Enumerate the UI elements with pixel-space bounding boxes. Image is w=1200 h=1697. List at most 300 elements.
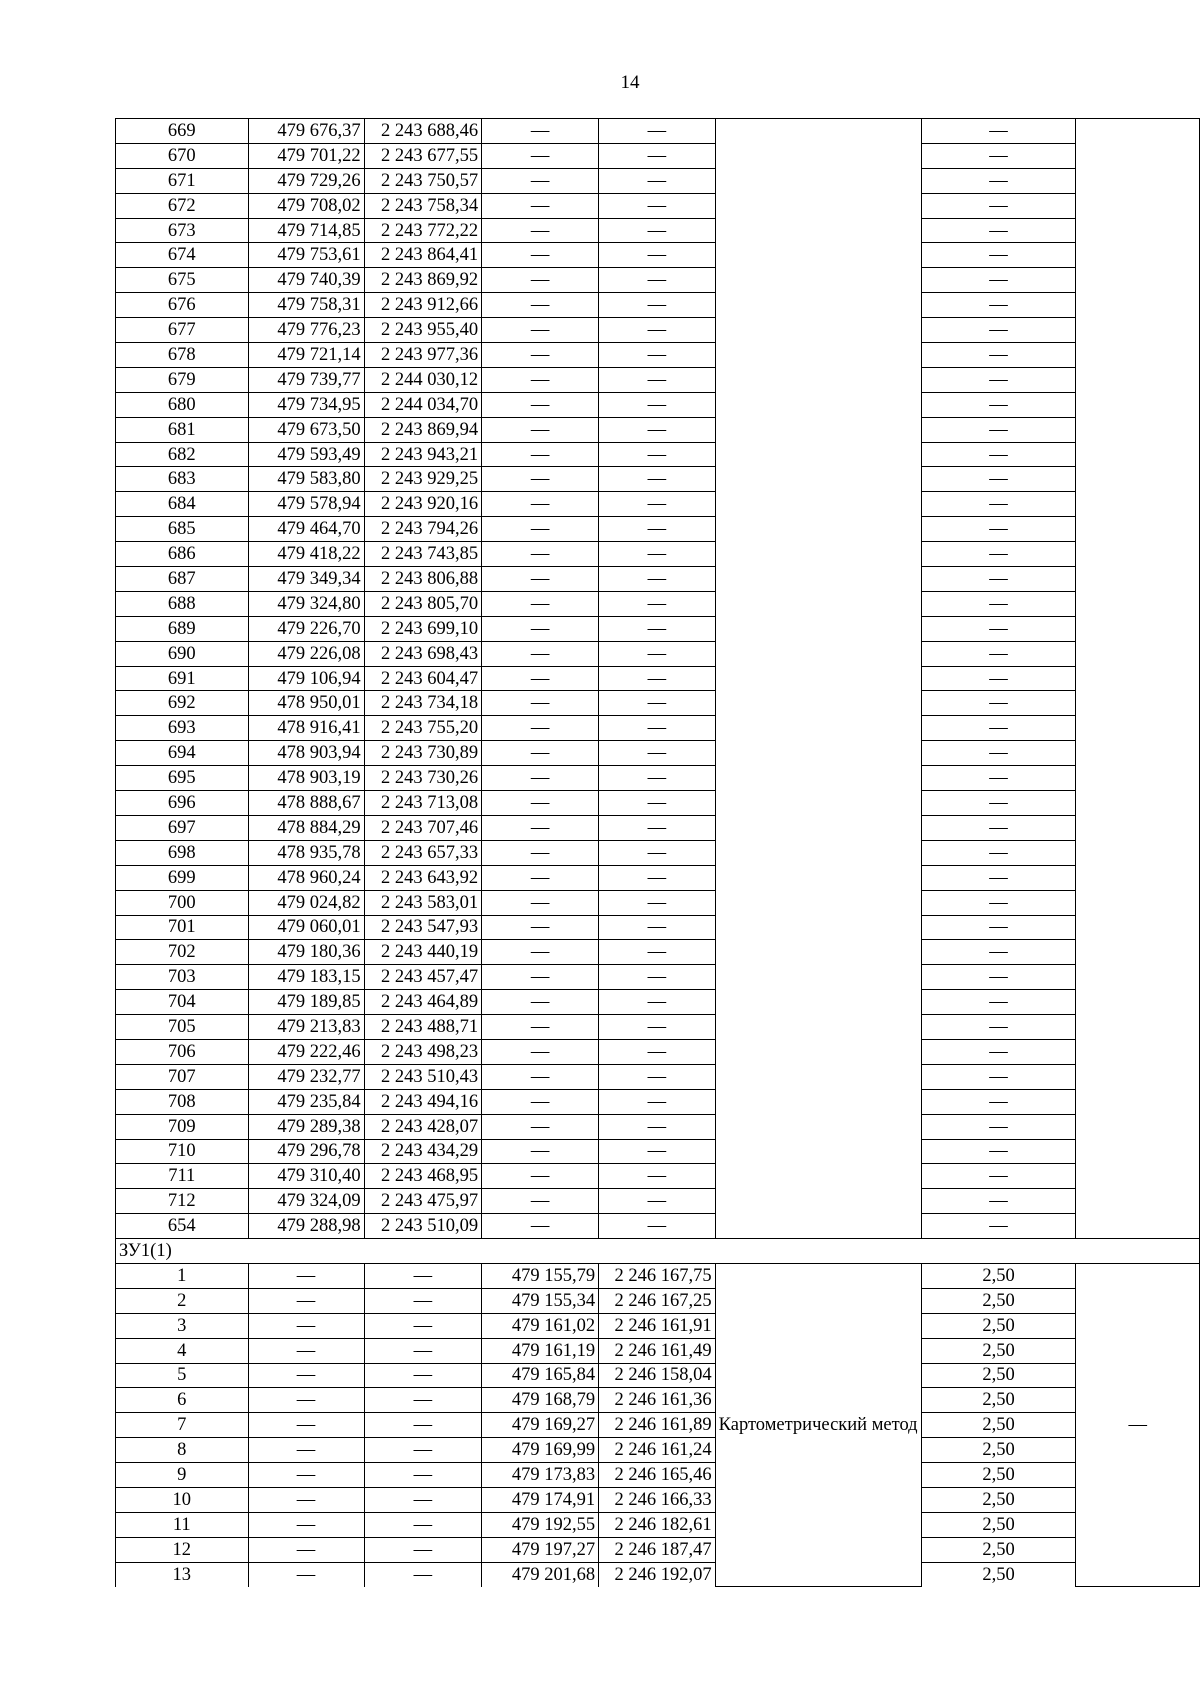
existing-y: 2 243 468,95 xyxy=(364,1164,482,1189)
new-y-dash: — xyxy=(599,691,716,716)
new-x-dash: — xyxy=(482,965,599,990)
table-row xyxy=(116,1388,1200,1413)
new-y-dash: — xyxy=(599,193,716,218)
new-y: 2 246 161,91 xyxy=(599,1313,716,1338)
new-y: 2 246 161,49 xyxy=(599,1338,716,1363)
existing-x-dash: — xyxy=(248,1313,364,1338)
existing-x-dash: — xyxy=(248,1263,364,1288)
point-number: 711 xyxy=(116,1164,249,1189)
point-number: 678 xyxy=(116,343,249,368)
new-y: 2 246 161,24 xyxy=(599,1438,716,1463)
existing-y: 2 243 510,43 xyxy=(364,1064,482,1089)
existing-x: 479 729,26 xyxy=(248,168,364,193)
table-row xyxy=(116,442,1200,467)
method-cell-empty xyxy=(715,119,921,1239)
new-y-dash: — xyxy=(599,940,716,965)
accuracy-value: 2,50 xyxy=(921,1413,1076,1438)
existing-y: 2 243 869,94 xyxy=(364,417,482,442)
new-x-dash: — xyxy=(482,119,599,144)
new-x-dash: — xyxy=(482,1164,599,1189)
existing-x-dash: — xyxy=(248,1537,364,1562)
new-x-dash: — xyxy=(482,193,599,218)
point-number: 691 xyxy=(116,666,249,691)
new-x-dash: — xyxy=(482,865,599,890)
existing-x-dash: — xyxy=(248,1438,364,1463)
new-y-dash: — xyxy=(599,293,716,318)
new-x: 479 168,79 xyxy=(482,1388,599,1413)
new-x-dash: — xyxy=(482,367,599,392)
accuracy-dash: — xyxy=(921,442,1076,467)
new-y-dash: — xyxy=(599,119,716,144)
existing-y: 2 243 677,55 xyxy=(364,143,482,168)
existing-x: 478 888,67 xyxy=(248,791,364,816)
point-number: 679 xyxy=(116,367,249,392)
table-row xyxy=(116,318,1200,343)
point-number: 671 xyxy=(116,168,249,193)
existing-y: 2 243 698,43 xyxy=(364,641,482,666)
new-x-dash: — xyxy=(482,791,599,816)
accuracy-dash: — xyxy=(921,915,1076,940)
table-row xyxy=(116,168,1200,193)
existing-x: 479 714,85 xyxy=(248,218,364,243)
existing-x-dash: — xyxy=(248,1463,364,1488)
point-number: 12 xyxy=(116,1537,249,1562)
accuracy-value: 2,50 xyxy=(921,1288,1076,1313)
existing-x-dash: — xyxy=(248,1363,364,1388)
existing-x: 478 903,19 xyxy=(248,766,364,791)
new-x: 479 192,55 xyxy=(482,1512,599,1537)
point-number: 684 xyxy=(116,492,249,517)
accuracy-dash: — xyxy=(921,965,1076,990)
accuracy-dash: — xyxy=(921,1114,1076,1139)
new-x-dash: — xyxy=(482,1114,599,1139)
point-number: 703 xyxy=(116,965,249,990)
new-x-dash: — xyxy=(482,392,599,417)
existing-y: 2 243 734,18 xyxy=(364,691,482,716)
new-y-dash: — xyxy=(599,218,716,243)
new-y-dash: — xyxy=(599,392,716,417)
existing-y: 2 243 977,36 xyxy=(364,343,482,368)
new-x: 479 155,34 xyxy=(482,1288,599,1313)
existing-y: 2 244 034,70 xyxy=(364,392,482,417)
new-x: 479 161,19 xyxy=(482,1338,599,1363)
point-number: 681 xyxy=(116,417,249,442)
table-row xyxy=(116,1413,1200,1438)
new-y-dash: — xyxy=(599,641,716,666)
accuracy-value: 2,50 xyxy=(921,1487,1076,1512)
existing-x: 479 183,15 xyxy=(248,965,364,990)
existing-x: 479 180,36 xyxy=(248,940,364,965)
point-number: 708 xyxy=(116,1089,249,1114)
existing-x-dash: — xyxy=(248,1338,364,1363)
accuracy-value: 2,50 xyxy=(921,1463,1076,1488)
existing-y-dash: — xyxy=(364,1363,482,1388)
point-number: 695 xyxy=(116,766,249,791)
new-x-dash: — xyxy=(482,318,599,343)
section-label: ЗУ1(1) xyxy=(116,1239,1200,1264)
table-row xyxy=(116,840,1200,865)
table-row xyxy=(116,766,1200,791)
accuracy-dash: — xyxy=(921,691,1076,716)
new-y: 2 246 161,36 xyxy=(599,1388,716,1413)
table-row xyxy=(116,542,1200,567)
existing-x: 478 903,94 xyxy=(248,741,364,766)
table-row xyxy=(116,517,1200,542)
point-number: 670 xyxy=(116,143,249,168)
new-y-dash: — xyxy=(599,1189,716,1214)
table-row xyxy=(116,1064,1200,1089)
existing-y-dash: — xyxy=(364,1288,482,1313)
accuracy-dash: — xyxy=(921,119,1076,144)
new-x-dash: — xyxy=(482,293,599,318)
new-x-dash: — xyxy=(482,766,599,791)
new-y-dash: — xyxy=(599,243,716,268)
accuracy-dash: — xyxy=(921,193,1076,218)
new-y-dash: — xyxy=(599,367,716,392)
point-number: 693 xyxy=(116,716,249,741)
point-number: 13 xyxy=(116,1562,249,1586)
point-number: 3 xyxy=(116,1313,249,1338)
table-row xyxy=(116,143,1200,168)
existing-y: 2 243 750,57 xyxy=(364,168,482,193)
accuracy-dash: — xyxy=(921,268,1076,293)
accuracy-dash: — xyxy=(921,542,1076,567)
existing-y: 2 243 699,10 xyxy=(364,616,482,641)
new-x-dash: — xyxy=(482,243,599,268)
existing-x: 478 960,24 xyxy=(248,865,364,890)
new-y-dash: — xyxy=(599,1015,716,1040)
new-x-dash: — xyxy=(482,940,599,965)
accuracy-dash: — xyxy=(921,616,1076,641)
new-x-dash: — xyxy=(482,1189,599,1214)
accuracy-dash: — xyxy=(921,517,1076,542)
table-row xyxy=(116,591,1200,616)
table-row xyxy=(116,367,1200,392)
table-row xyxy=(116,741,1200,766)
table-row xyxy=(116,1015,1200,1040)
description-dash: — xyxy=(1076,1263,1200,1586)
new-x-dash: — xyxy=(482,1139,599,1164)
new-y-dash: — xyxy=(599,343,716,368)
existing-y: 2 243 510,09 xyxy=(364,1214,482,1239)
new-y-dash: — xyxy=(599,168,716,193)
table-row xyxy=(116,915,1200,940)
accuracy-value: 2,50 xyxy=(921,1313,1076,1338)
accuracy-dash: — xyxy=(921,567,1076,592)
point-number: 11 xyxy=(116,1512,249,1537)
new-x: 479 155,79 xyxy=(482,1263,599,1288)
table-row xyxy=(116,1139,1200,1164)
existing-x: 479 721,14 xyxy=(248,343,364,368)
point-number: 694 xyxy=(116,741,249,766)
new-x-dash: — xyxy=(482,268,599,293)
accuracy-value: 2,50 xyxy=(921,1363,1076,1388)
existing-y: 2 243 943,21 xyxy=(364,442,482,467)
existing-y: 2 243 643,92 xyxy=(364,865,482,890)
point-number: 710 xyxy=(116,1139,249,1164)
existing-x: 479 418,22 xyxy=(248,542,364,567)
point-number: 683 xyxy=(116,467,249,492)
new-y: 2 246 182,61 xyxy=(599,1512,716,1537)
new-y-dash: — xyxy=(599,517,716,542)
existing-y: 2 243 730,89 xyxy=(364,741,482,766)
point-number: 696 xyxy=(116,791,249,816)
accuracy-dash: — xyxy=(921,293,1076,318)
existing-x: 479 189,85 xyxy=(248,990,364,1015)
accuracy-dash: — xyxy=(921,168,1076,193)
existing-y: 2 243 772,22 xyxy=(364,218,482,243)
accuracy-value: 2,50 xyxy=(921,1562,1076,1586)
existing-x: 478 950,01 xyxy=(248,691,364,716)
existing-y: 2 243 498,23 xyxy=(364,1039,482,1064)
existing-x: 478 916,41 xyxy=(248,716,364,741)
existing-y: 2 243 464,89 xyxy=(364,990,482,1015)
accuracy-dash: — xyxy=(921,591,1076,616)
table-row xyxy=(116,1313,1200,1338)
existing-y: 2 243 929,25 xyxy=(364,467,482,492)
new-y-dash: — xyxy=(599,1214,716,1239)
accuracy-dash: — xyxy=(921,1139,1076,1164)
existing-x-dash: — xyxy=(248,1487,364,1512)
accuracy-dash: — xyxy=(921,367,1076,392)
table-row xyxy=(116,1164,1200,1189)
new-y-dash: — xyxy=(599,467,716,492)
existing-x-dash: — xyxy=(248,1562,364,1586)
accuracy-value: 2,50 xyxy=(921,1512,1076,1537)
point-number: 712 xyxy=(116,1189,249,1214)
table-row xyxy=(116,1512,1200,1537)
point-number: 680 xyxy=(116,392,249,417)
existing-y: 2 243 547,93 xyxy=(364,915,482,940)
new-x-dash: — xyxy=(482,1015,599,1040)
existing-x: 479 578,94 xyxy=(248,492,364,517)
new-x: 479 169,27 xyxy=(482,1413,599,1438)
table-row xyxy=(116,268,1200,293)
point-number: 688 xyxy=(116,591,249,616)
description-cell-empty xyxy=(1076,119,1200,1239)
existing-y-dash: — xyxy=(364,1487,482,1512)
new-x-dash: — xyxy=(482,691,599,716)
accuracy-dash: — xyxy=(921,1015,1076,1040)
new-x-dash: — xyxy=(482,467,599,492)
point-number: 702 xyxy=(116,940,249,965)
point-number: 704 xyxy=(116,990,249,1015)
accuracy-dash: — xyxy=(921,143,1076,168)
new-y-dash: — xyxy=(599,865,716,890)
existing-x: 478 935,78 xyxy=(248,840,364,865)
existing-y: 2 243 743,85 xyxy=(364,542,482,567)
table-row xyxy=(116,1338,1200,1363)
new-x-dash: — xyxy=(482,1039,599,1064)
new-y-dash: — xyxy=(599,492,716,517)
new-x-dash: — xyxy=(482,741,599,766)
table-row xyxy=(116,492,1200,517)
accuracy-dash: — xyxy=(921,890,1076,915)
existing-x: 479 758,31 xyxy=(248,293,364,318)
table-row xyxy=(116,791,1200,816)
accuracy-value: 2,50 xyxy=(921,1438,1076,1463)
existing-y: 2 243 688,46 xyxy=(364,119,482,144)
accuracy-dash: — xyxy=(921,815,1076,840)
table-row xyxy=(116,890,1200,915)
table-row xyxy=(116,1288,1200,1313)
new-y: 2 246 166,33 xyxy=(599,1487,716,1512)
table-row xyxy=(116,1438,1200,1463)
new-y-dash: — xyxy=(599,990,716,1015)
accuracy-dash: — xyxy=(921,791,1076,816)
existing-x: 479 583,80 xyxy=(248,467,364,492)
new-y: 2 246 192,07 xyxy=(599,1562,716,1586)
new-y-dash: — xyxy=(599,915,716,940)
accuracy-dash: — xyxy=(921,990,1076,1015)
new-y-dash: — xyxy=(599,616,716,641)
existing-x: 479 222,46 xyxy=(248,1039,364,1064)
existing-x: 479 296,78 xyxy=(248,1139,364,1164)
accuracy-dash: — xyxy=(921,343,1076,368)
table-row xyxy=(116,1463,1200,1488)
new-x: 479 161,02 xyxy=(482,1313,599,1338)
table-row xyxy=(116,293,1200,318)
accuracy-dash: — xyxy=(921,1064,1076,1089)
new-x-dash: — xyxy=(482,343,599,368)
new-y: 2 246 158,04 xyxy=(599,1363,716,1388)
new-x-dash: — xyxy=(482,168,599,193)
existing-x: 479 324,80 xyxy=(248,591,364,616)
table-row xyxy=(116,1114,1200,1139)
existing-y: 2 243 869,92 xyxy=(364,268,482,293)
existing-y: 2 243 920,16 xyxy=(364,492,482,517)
existing-y-dash: — xyxy=(364,1388,482,1413)
point-number: 701 xyxy=(116,915,249,940)
new-x-dash: — xyxy=(482,417,599,442)
new-x-dash: — xyxy=(482,840,599,865)
point-number: 5 xyxy=(116,1363,249,1388)
point-number: 7 xyxy=(116,1413,249,1438)
existing-x: 479 753,61 xyxy=(248,243,364,268)
table-row xyxy=(116,1039,1200,1064)
point-number: 4 xyxy=(116,1338,249,1363)
accuracy-dash: — xyxy=(921,392,1076,417)
new-x: 479 174,91 xyxy=(482,1487,599,1512)
new-y: 2 246 165,46 xyxy=(599,1463,716,1488)
existing-x: 479 464,70 xyxy=(248,517,364,542)
new-y-dash: — xyxy=(599,840,716,865)
point-number: 700 xyxy=(116,890,249,915)
existing-x: 479 593,49 xyxy=(248,442,364,467)
point-number: 672 xyxy=(116,193,249,218)
existing-y: 2 243 864,41 xyxy=(364,243,482,268)
new-x-dash: — xyxy=(482,815,599,840)
table-row xyxy=(116,716,1200,741)
existing-y: 2 243 713,08 xyxy=(364,791,482,816)
point-number: 689 xyxy=(116,616,249,641)
table-row xyxy=(116,343,1200,368)
accuracy-dash: — xyxy=(921,716,1076,741)
section-header-row xyxy=(116,1239,1200,1264)
new-y: 2 246 167,25 xyxy=(599,1288,716,1313)
existing-x: 479 324,09 xyxy=(248,1189,364,1214)
accuracy-dash: — xyxy=(921,641,1076,666)
accuracy-dash: — xyxy=(921,467,1076,492)
new-y-dash: — xyxy=(599,666,716,691)
accuracy-dash: — xyxy=(921,865,1076,890)
existing-x: 479 226,70 xyxy=(248,616,364,641)
accuracy-dash: — xyxy=(921,318,1076,343)
new-x: 479 165,84 xyxy=(482,1363,599,1388)
point-number: 674 xyxy=(116,243,249,268)
table-row xyxy=(116,1487,1200,1512)
table-row xyxy=(116,616,1200,641)
new-y-dash: — xyxy=(599,1064,716,1089)
point-number: 673 xyxy=(116,218,249,243)
new-x-dash: — xyxy=(482,990,599,1015)
new-x-dash: — xyxy=(482,542,599,567)
existing-y: 2 243 758,34 xyxy=(364,193,482,218)
table-row xyxy=(116,243,1200,268)
existing-y-dash: — xyxy=(364,1263,482,1288)
table-row xyxy=(116,1363,1200,1388)
existing-x-dash: — xyxy=(248,1413,364,1438)
existing-x: 479 701,22 xyxy=(248,143,364,168)
new-x-dash: — xyxy=(482,890,599,915)
new-y: 2 246 161,89 xyxy=(599,1413,716,1438)
new-x: 479 197,27 xyxy=(482,1537,599,1562)
new-y-dash: — xyxy=(599,1114,716,1139)
new-y-dash: — xyxy=(599,417,716,442)
new-x-dash: — xyxy=(482,442,599,467)
new-y-dash: — xyxy=(599,1039,716,1064)
existing-x-dash: — xyxy=(248,1288,364,1313)
point-number: 709 xyxy=(116,1114,249,1139)
table-row xyxy=(116,815,1200,840)
existing-x: 479 289,38 xyxy=(248,1114,364,1139)
point-number: 6 xyxy=(116,1388,249,1413)
existing-x: 479 106,94 xyxy=(248,666,364,691)
accuracy-dash: — xyxy=(921,766,1076,791)
accuracy-dash: — xyxy=(921,1189,1076,1214)
new-x-dash: — xyxy=(482,1214,599,1239)
existing-y: 2 243 488,71 xyxy=(364,1015,482,1040)
new-y-dash: — xyxy=(599,1139,716,1164)
table-row xyxy=(116,1263,1200,1288)
existing-y-dash: — xyxy=(364,1512,482,1537)
table-row xyxy=(116,641,1200,666)
table-row xyxy=(116,392,1200,417)
new-y-dash: — xyxy=(599,716,716,741)
accuracy-value: 2,50 xyxy=(921,1388,1076,1413)
table-row xyxy=(116,1562,1200,1586)
point-number: 2 xyxy=(116,1288,249,1313)
existing-x-dash: — xyxy=(248,1512,364,1537)
existing-y: 2 243 604,47 xyxy=(364,666,482,691)
existing-y-dash: — xyxy=(364,1338,482,1363)
existing-x: 479 232,77 xyxy=(248,1064,364,1089)
table-row xyxy=(116,965,1200,990)
new-x: 479 201,68 xyxy=(482,1562,599,1586)
existing-x: 479 310,40 xyxy=(248,1164,364,1189)
existing-y: 2 243 955,40 xyxy=(364,318,482,343)
new-x: 479 173,83 xyxy=(482,1463,599,1488)
existing-y: 2 243 428,07 xyxy=(364,1114,482,1139)
new-y-dash: — xyxy=(599,815,716,840)
existing-y: 2 244 030,12 xyxy=(364,367,482,392)
existing-y-dash: — xyxy=(364,1313,482,1338)
existing-x: 479 676,37 xyxy=(248,119,364,144)
existing-x: 479 024,82 xyxy=(248,890,364,915)
existing-y: 2 243 707,46 xyxy=(364,815,482,840)
existing-x: 479 739,77 xyxy=(248,367,364,392)
accuracy-dash: — xyxy=(921,218,1076,243)
